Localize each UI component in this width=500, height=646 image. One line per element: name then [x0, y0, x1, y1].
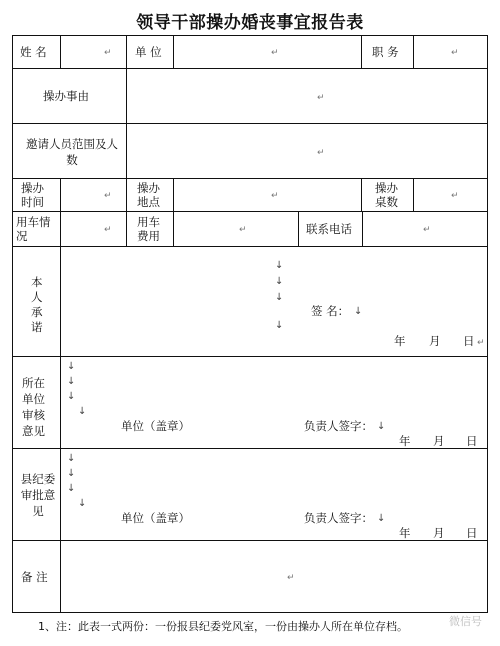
vehicle-cost-label-cell	[126, 211, 174, 247]
place-value-cell[interactable]	[173, 178, 362, 212]
line-break-mark: ↓	[67, 483, 76, 494]
position-label-cell	[361, 35, 414, 69]
line-break-mark: ↓	[78, 498, 87, 509]
name-label: 姓 名	[20, 45, 47, 59]
county-review-label-cell	[12, 448, 61, 541]
position-label: 职 务	[372, 45, 399, 59]
phone-value-cell[interactable]	[362, 211, 488, 247]
paragraph-mark: ↵	[271, 48, 279, 58]
date-day: 日	[466, 434, 478, 448]
dept-review-label: 所在单位审核意见	[22, 376, 45, 438]
vehicle-cost-value-cell[interactable]	[173, 211, 299, 247]
date-month: 月	[433, 526, 445, 540]
form-title: 领导干部操办婚丧事宜报告表	[136, 13, 364, 33]
event-label-cell	[12, 68, 127, 124]
paragraph-mark: ↵	[317, 148, 325, 158]
tables-label: 操办桌数	[375, 181, 398, 209]
date-month: 月	[429, 334, 441, 348]
sign-label: 签 名：	[311, 304, 350, 318]
vehicle-label: 用车情况	[16, 215, 51, 243]
watermark: 微信号	[449, 615, 482, 628]
promise-label-cell	[12, 246, 61, 357]
remarks-label: 备 注	[21, 570, 48, 584]
phone-label: 联系电话	[306, 222, 352, 236]
line-break-mark: ↓	[377, 421, 386, 432]
paragraph-mark: ↵	[104, 225, 112, 235]
remarks-label-cell	[12, 540, 61, 613]
invite-label: 邀请人员范围及人数	[26, 137, 118, 167]
line-break-mark: ↓	[78, 406, 87, 417]
stamp-label: 单位（盖章）	[121, 419, 190, 433]
dept-review-content-cell[interactable]	[60, 356, 488, 449]
line-break-mark: ↓	[377, 513, 386, 524]
date-month: 月	[433, 434, 445, 448]
footnote: 1、注：此表一式两份：一份报县纪委党风室，一份由操办人所在单位存档。	[38, 620, 408, 633]
line-break-mark: ↓	[275, 292, 284, 303]
paragraph-mark: ↵	[239, 225, 247, 235]
paragraph-mark: ↵	[317, 93, 325, 103]
tables-value-cell[interactable]	[413, 178, 488, 212]
county-review-label: 县纪委审批意见	[20, 472, 56, 518]
line-break-mark: ↓	[275, 260, 284, 271]
paragraph-mark: ↵	[287, 573, 295, 583]
line-break-mark: ↓	[67, 361, 76, 372]
line-break-mark: ↓	[275, 320, 284, 331]
county-review-content-cell[interactable]	[60, 448, 488, 541]
stamp-label: 单位（盖章）	[121, 511, 190, 525]
place-label-cell	[126, 178, 174, 212]
unit-label-cell	[126, 35, 174, 69]
phone-label-cell	[298, 211, 363, 247]
invite-value-cell[interactable]	[126, 123, 488, 179]
line-break-mark: ↓	[67, 468, 76, 479]
position-value-cell[interactable]	[413, 35, 488, 69]
paragraph-mark: ↵	[104, 191, 112, 201]
promise-label: 本人承诺	[31, 275, 43, 334]
dept-review-label-cell	[12, 356, 61, 449]
invite-label-cell	[12, 123, 127, 179]
paragraph-mark: ↵	[451, 48, 459, 58]
paragraph-mark: ↵	[477, 338, 485, 348]
date-day: 日	[463, 334, 475, 348]
unit-value-cell[interactable]	[173, 35, 362, 69]
remarks-content-cell[interactable]	[60, 540, 488, 613]
unit-label: 单 位	[135, 45, 162, 59]
paragraph-mark: ↵	[423, 225, 431, 235]
promise-content-cell[interactable]	[60, 246, 488, 357]
paragraph-mark: ↵	[271, 191, 279, 201]
paragraph-mark: ↵	[104, 48, 112, 58]
date-year: 年	[394, 334, 406, 348]
paragraph-mark: ↵	[451, 191, 459, 201]
time-label-cell	[12, 178, 61, 212]
responsible-sign-label: 负责人签字：	[304, 419, 373, 433]
time-value-cell[interactable]	[60, 178, 127, 212]
vehicle-cost-label: 用车费用	[137, 215, 160, 243]
vehicle-value-cell[interactable]	[60, 211, 127, 247]
date-day: 日	[466, 526, 478, 540]
line-break-mark: ↓	[67, 453, 76, 464]
vehicle-label-cell	[12, 211, 61, 247]
line-break-mark: ↓	[354, 306, 363, 317]
date-year: 年	[399, 526, 411, 540]
line-break-mark: ↓	[67, 391, 76, 402]
line-break-mark: ↓	[275, 276, 284, 287]
date-year: 年	[399, 434, 411, 448]
responsible-sign-label: 负责人签字：	[304, 511, 373, 525]
place-label: 操办地点	[137, 181, 160, 209]
tables-label-cell	[361, 178, 414, 212]
event-label: 操办事由	[43, 89, 89, 103]
event-value-cell[interactable]	[126, 68, 488, 124]
name-value-cell[interactable]	[60, 35, 127, 69]
time-label: 操办时间	[21, 181, 44, 209]
line-break-mark: ↓	[67, 376, 76, 387]
name-label-cell	[12, 35, 61, 69]
